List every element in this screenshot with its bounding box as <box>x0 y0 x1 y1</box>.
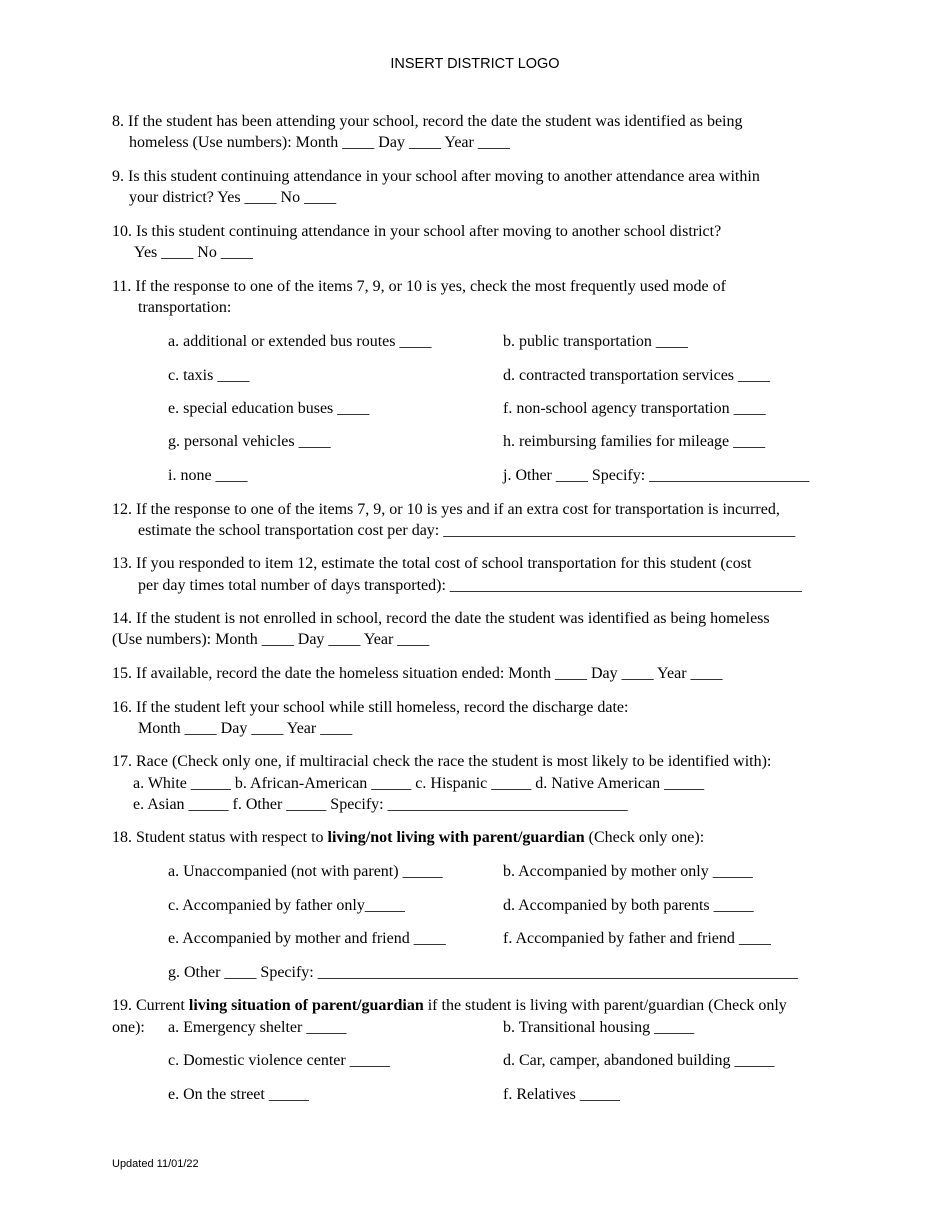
q19-heading <box>112 996 787 1016</box>
q10-line1: 10. Is this student continuing attendance in your school after moving to another school district? <box>112 223 722 240</box>
q8-line1: 8. If the student has been attending your school, record the date the student was identified as being <box>112 113 743 130</box>
q15-line1[interactable]: 15. If available, record the date the homeless situation ended: Month ____ Day ____ Year ____ <box>112 665 723 682</box>
q11-line2: transportation: <box>138 299 232 316</box>
q9-line2[interactable]: your district? Yes ____ No ____ <box>129 189 337 206</box>
q14-line1: 14. If the student is not enrolled in school, record the date the student was identified as being homeless <box>112 610 770 627</box>
q16-line1: 16. If the student left your school while still homeless, record the discharge date: <box>112 699 629 716</box>
q19-option-e[interactable]: e. On the street _____ <box>168 1086 309 1103</box>
q19-option-c[interactable]: c. Domestic violence center _____ <box>168 1052 390 1069</box>
q11-option-e[interactable]: e. special education buses ____ <box>168 400 370 417</box>
q11-option-a[interactable]: a. additional or extended bus routes ____ <box>168 333 432 350</box>
q11-option-d[interactable]: d. contracted transportation services ____ <box>503 367 771 384</box>
q11-option-h[interactable]: h. reimbursing families for mileage ____ <box>503 433 766 450</box>
q11-option-g[interactable]: g. personal vehicles ____ <box>168 433 331 450</box>
q18-prefix: 18. Student status with respect to <box>112 829 328 846</box>
q11-option-j[interactable]: j. Other ____ Specify: ____________________ <box>503 467 810 484</box>
q11-option-c[interactable]: c. taxis ____ <box>168 367 250 384</box>
q18-heading <box>112 828 704 848</box>
district-logo-placeholder: INSERT DISTRICT LOGO <box>390 56 560 72</box>
q19-bold-term: living situation of parent/guardian <box>188 997 424 1014</box>
q19-prefix: 19. Current <box>112 997 189 1014</box>
q19-option-d[interactable]: d. Car, camper, abandoned building _____ <box>503 1052 775 1069</box>
q12-line1: 12. If the response to one of the items 7, 9, or 10 is yes and if an extra cost for transportation is incurred, <box>112 501 780 518</box>
q17-line1: 17. Race (Check only one, if multiracial check the race the student is most likely to be identified with): <box>112 753 772 770</box>
q18-option-f[interactable]: f. Accompanied by father and friend ____ <box>503 930 771 947</box>
q10-line2[interactable]: Yes ____ No ____ <box>134 244 253 261</box>
updated-date: Updated 11/01/22 <box>112 1158 199 1170</box>
q18-option-c[interactable]: c. Accompanied by father only_____ <box>168 897 405 914</box>
q18-option-a[interactable]: a. Unaccompanied (not with parent) _____ <box>168 863 443 880</box>
q9-line1: 9. Is this student continuing attendance in your school after moving to another attendance area within <box>112 168 760 185</box>
q12-line2[interactable]: estimate the school transportation cost per day: ____________________________________________ <box>138 522 796 539</box>
q8-line2[interactable]: homeless (Use numbers): Month ____ Day ____ Year ____ <box>129 134 510 151</box>
q19-option-f[interactable]: f. Relatives _____ <box>503 1086 620 1103</box>
q11-option-i[interactable]: i. none ____ <box>168 467 248 484</box>
q13-line2[interactable]: per day times total number of days transported): ____________________________________________ <box>138 577 802 594</box>
q19-line2-prefix: one): <box>112 1019 145 1036</box>
q18-option-d[interactable]: d. Accompanied by both parents _____ <box>503 897 754 914</box>
q13-line1: 13. If you responded to item 12, estimate the total cost of school transportation for this student (cost <box>112 555 752 572</box>
q18-suffix: (Check only one): <box>584 829 705 846</box>
q17-line2[interactable]: a. White _____ b. African-American _____ c. Hispanic _____ d. Native American _____ <box>133 775 705 792</box>
q19-suffix: if the student is living with parent/guardian (Check only <box>423 997 787 1014</box>
q16-line2[interactable]: Month ____ Day ____ Year ____ <box>138 720 353 737</box>
q19-option-a[interactable]: a. Emergency shelter _____ <box>168 1019 347 1036</box>
q18-option-b[interactable]: b. Accompanied by mother only _____ <box>503 863 753 880</box>
q18-option-e[interactable]: e. Accompanied by mother and friend ____ <box>168 930 446 947</box>
q17-line3[interactable]: e. Asian _____ f. Other _____ Specify: ______________________________ <box>133 796 628 813</box>
q11-option-f[interactable]: f. non-school agency transportation ____ <box>503 400 766 417</box>
q19-option-b[interactable]: b. Transitional housing _____ <box>503 1019 695 1036</box>
q18-option-g[interactable]: g. Other ____ Specify: ____________________________________________________________ <box>168 964 798 981</box>
q11-option-b[interactable]: b. public transportation ____ <box>503 333 688 350</box>
q11-line1: 11. If the response to one of the items 7, 9, or 10 is yes, check the most frequently used mode of <box>112 278 726 295</box>
q18-bold-term: living/not living with parent/guardian <box>327 829 585 846</box>
q14-line2[interactable]: (Use numbers): Month ____ Day ____ Year ____ <box>112 631 430 648</box>
